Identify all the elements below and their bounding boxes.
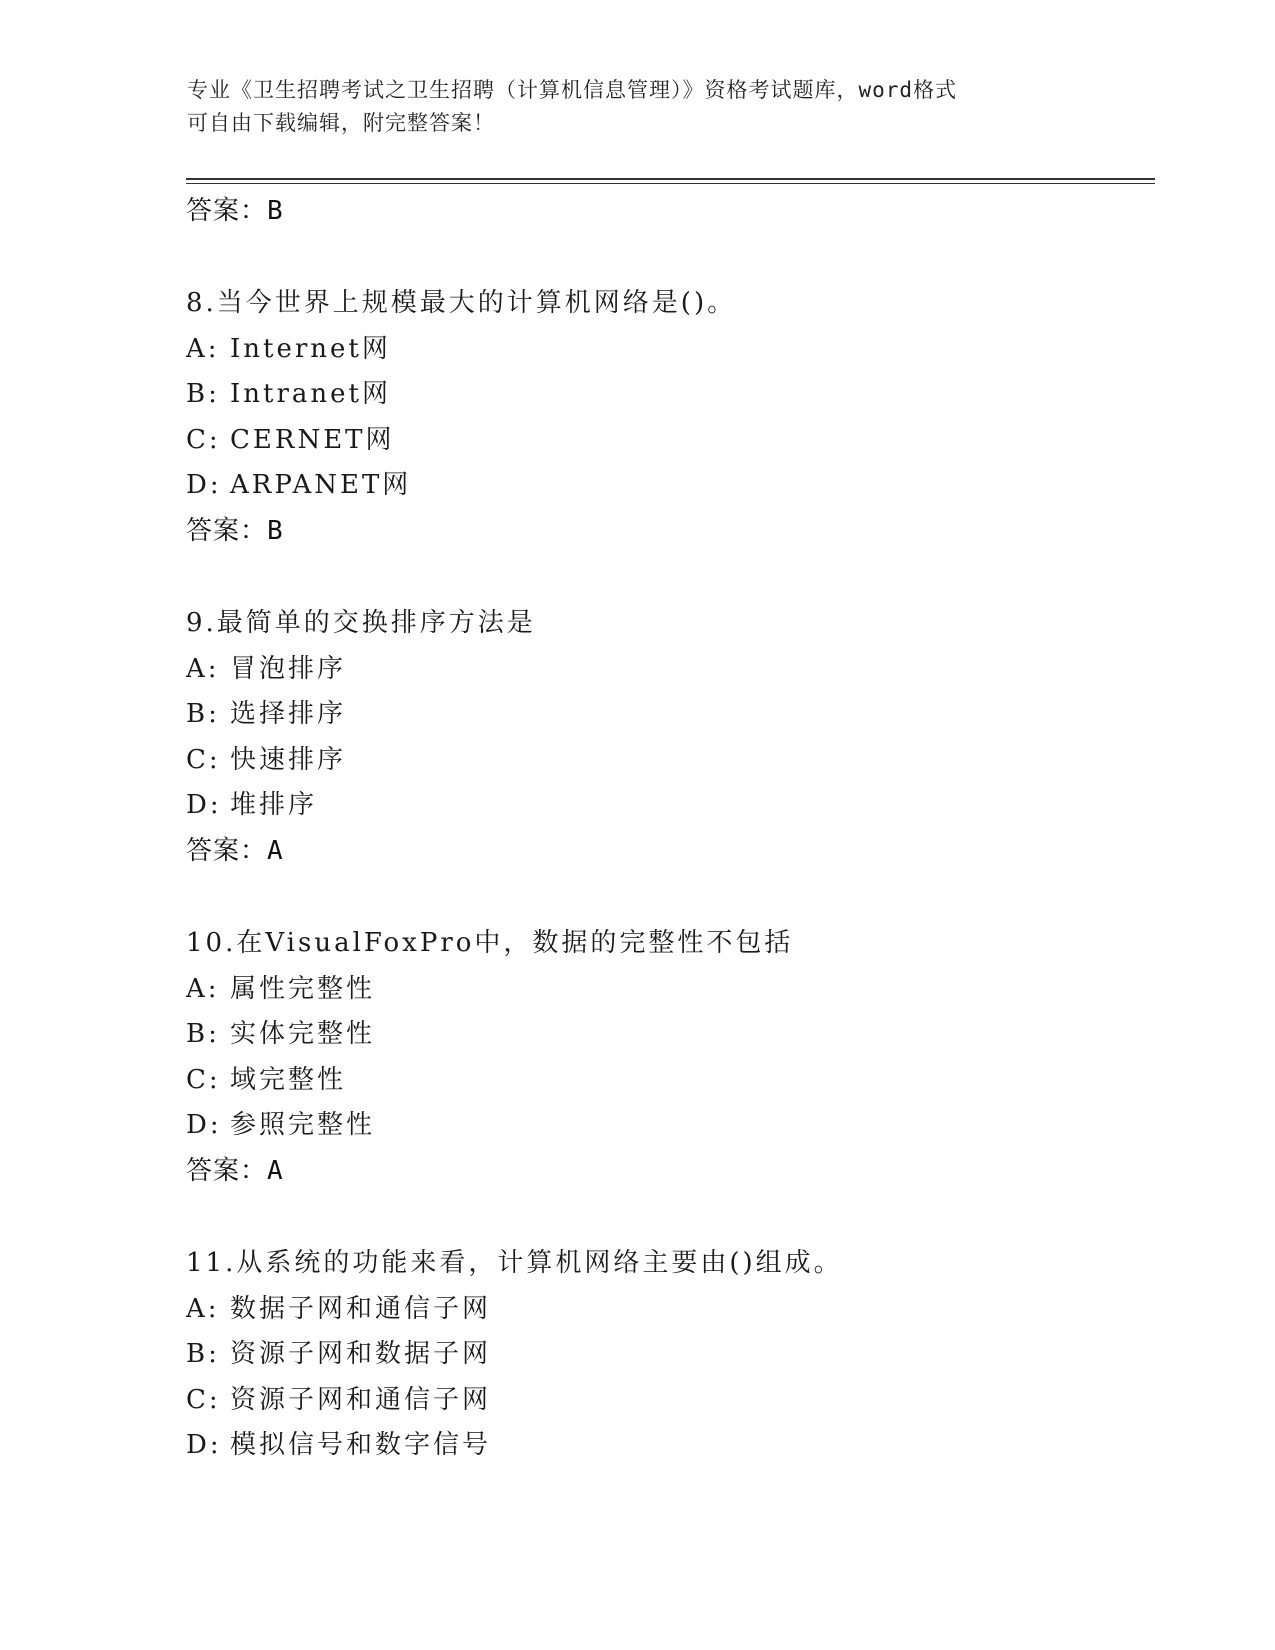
- option-text: 快速排序: [230, 744, 347, 775]
- option-c: [186, 418, 1146, 464]
- header-line-2: 可自由下载编辑，附完整答案！: [187, 111, 495, 135]
- option-c: [186, 738, 1146, 784]
- option-a: [186, 327, 1146, 373]
- option-label: D:: [186, 1110, 222, 1141]
- option-text: 属性完整性: [230, 973, 376, 1004]
- option-d: [186, 783, 1146, 829]
- option-text: ARPANET网: [230, 470, 412, 501]
- question-text: 9.最简单的交换排序方法是: [186, 607, 536, 638]
- option-text: 堆排序: [230, 790, 318, 821]
- option-label: C:: [186, 1384, 221, 1415]
- option-label: A:: [186, 333, 220, 364]
- option-label: D:: [186, 470, 222, 501]
- option-label: D:: [186, 790, 222, 821]
- document-header: [187, 74, 1067, 140]
- option-d: [186, 1423, 1146, 1469]
- question-item: [186, 1241, 1146, 1469]
- option-text: 资源子网和数据子网: [230, 1339, 492, 1370]
- option-text: CERNET网: [230, 424, 395, 455]
- option-label: B:: [186, 379, 220, 410]
- option-text: 资源子网和通信子网: [230, 1384, 492, 1415]
- question-text: 8.当今世界上规模最大的计算机网络是()。: [186, 288, 737, 318]
- option-c: [186, 1378, 1146, 1424]
- option-text: 参照完整性: [230, 1110, 376, 1141]
- question-item: [186, 601, 1146, 874]
- option-text: 冒泡排序: [230, 653, 347, 684]
- header-divider: [186, 178, 1155, 184]
- option-text: Internet网: [230, 333, 391, 364]
- question-list: [186, 189, 1146, 1516]
- option-label: D:: [186, 1430, 222, 1461]
- option-a: [186, 647, 1146, 693]
- option-text: 选择排序: [230, 699, 347, 730]
- option-text: 实体完整性: [230, 1019, 376, 1050]
- option-a: [186, 967, 1146, 1013]
- option-text: Intranet网: [230, 379, 391, 410]
- option-text: 数据子网和通信子网: [230, 1293, 492, 1324]
- option-b: [186, 1332, 1146, 1378]
- answer-line: 答案：A: [186, 835, 284, 866]
- option-label: B:: [186, 1339, 220, 1370]
- question-text: 10.在VisualFoxPro中，数据的完整性不包括: [186, 927, 794, 958]
- option-label: C:: [186, 1064, 221, 1095]
- question-item: [186, 921, 1146, 1194]
- answer-line: 答案：A: [186, 1155, 284, 1186]
- option-text: 域完整性: [230, 1064, 347, 1095]
- answer-line: 答案：B: [186, 515, 284, 546]
- option-label: C:: [186, 424, 221, 455]
- option-label: A:: [186, 653, 220, 684]
- option-c: [186, 1058, 1146, 1104]
- option-label: A:: [186, 973, 220, 1004]
- option-text: 模拟信号和数字信号: [230, 1430, 492, 1461]
- option-b: [186, 1012, 1146, 1058]
- header-line-1: 专业《卫生招聘考试之卫生招聘（计算机信息管理）》资格考试题库，word格式: [187, 78, 958, 102]
- option-d: [186, 1103, 1146, 1149]
- option-label: C:: [186, 744, 221, 775]
- option-label: B:: [186, 699, 220, 730]
- option-label: A:: [186, 1293, 220, 1324]
- option-a: [186, 1287, 1146, 1333]
- option-b: [186, 372, 1146, 418]
- answer-line: 答案：B: [186, 196, 284, 226]
- question-item: [186, 281, 1146, 554]
- question-text: 11.从系统的功能来看，计算机网络主要由()组成。: [186, 1247, 843, 1278]
- option-b: [186, 692, 1146, 738]
- option-label: B:: [186, 1019, 220, 1050]
- option-d: [186, 463, 1146, 509]
